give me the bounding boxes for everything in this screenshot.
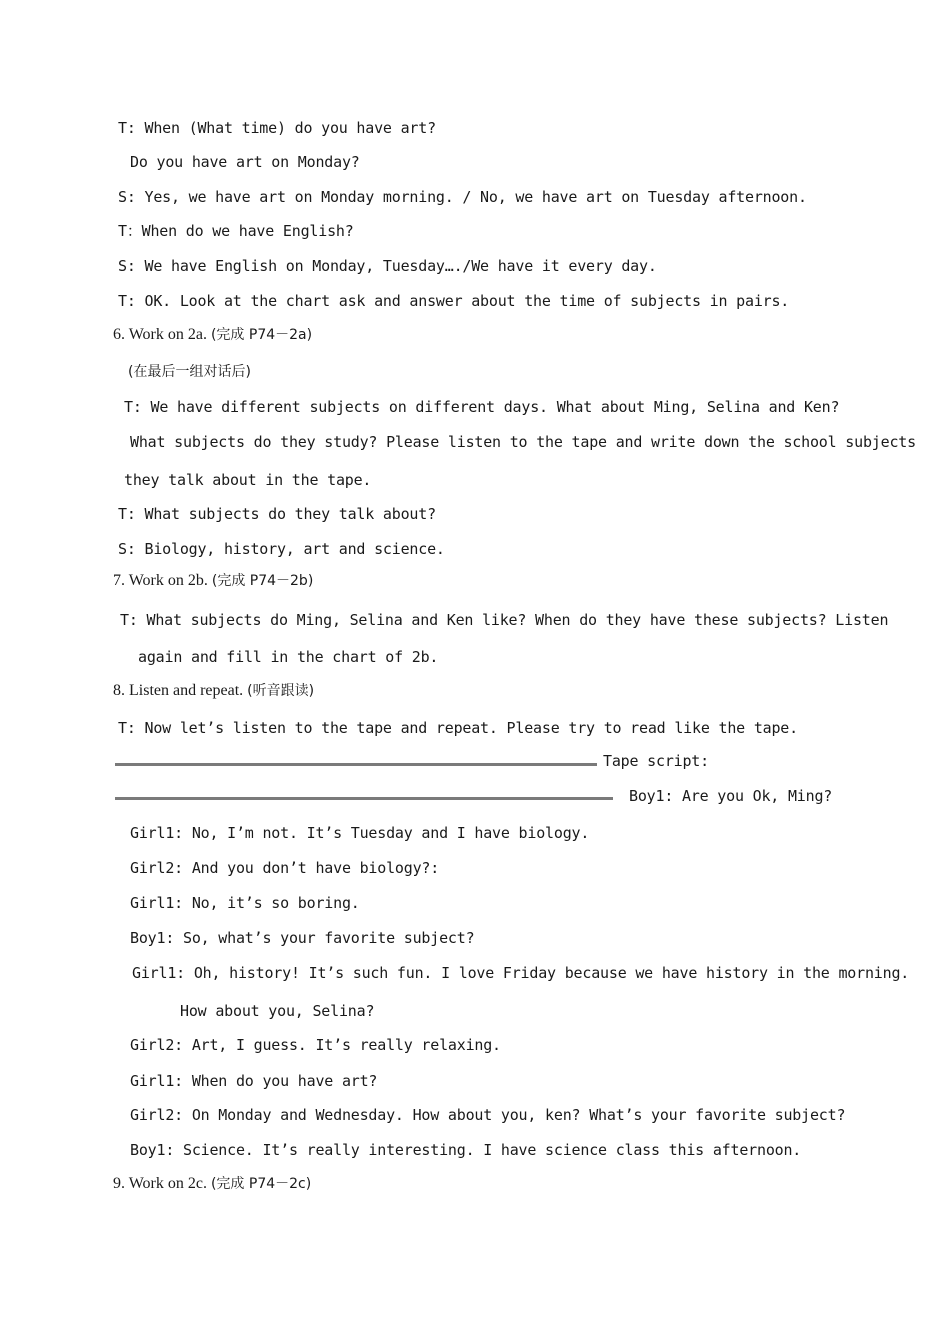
dialogue-line: T: OK. Look at the chart ask and answer about the time of subjects in pairs.: [118, 292, 790, 310]
tape-script-label: Tape script:: [603, 752, 709, 770]
divider-rule: [115, 797, 613, 800]
script-line: Girl1: When do you have art?: [130, 1072, 378, 1090]
script-line: How about you, Selina?: [180, 1002, 375, 1020]
script-line: Girl2: And you don’t have biology?:: [130, 859, 440, 877]
dialogue-line: T：When do we have English?: [118, 222, 354, 240]
dialogue-line: T: What subjects do Ming, Selina and Ken like? When do they have these subjects? Listen: [120, 611, 889, 629]
dialogue-line: they talk about in the tape.: [124, 471, 372, 489]
heading-label: 7. Work on 2b.: [113, 572, 208, 589]
dialogue-line: S: Yes, we have art on Monday morning. / No, we have art on Tuesday afternoon.: [118, 188, 807, 206]
script-line: Girl2: On Monday and Wednesday. How about you, ken? What’s your favorite subject?: [130, 1106, 846, 1124]
dialogue-line: T: Now let’s listen to the tape and repeat. Please try to read like the tape.: [118, 719, 798, 737]
heading-label: 9. Work on 2c.: [113, 1175, 207, 1192]
heading-note: (完成 P74－2a): [210, 327, 313, 343]
dialogue-line: What subjects do they study? Please listen to the tape and write down the school subjects: [130, 433, 916, 451]
script-line: Boy1: Are you Ok, Ming?: [629, 787, 833, 805]
script-line: Girl1: No, it’s so boring.: [130, 894, 360, 912]
section-note: (在最后一组对话后): [128, 364, 251, 380]
script-line: Boy1: So, what’s your favorite subject?: [130, 929, 475, 947]
section-heading-8: [113, 681, 314, 701]
heading-note: (完成 P74－2b): [211, 573, 314, 589]
script-line: Girl1: Oh, history! It’s such fun. I love Friday because we have history in the morning.: [132, 964, 910, 982]
section-heading-7: [113, 571, 313, 591]
section-heading-9: [113, 1174, 311, 1194]
dialogue-line: T: What subjects do they talk about?: [118, 505, 436, 523]
heading-label: 8. Listen and repeat.: [113, 682, 244, 699]
heading-note: (完成 P74－2c): [210, 1176, 312, 1192]
heading-note: (听音跟读): [247, 683, 315, 699]
divider-rule: [115, 763, 597, 766]
script-line: Girl2: Art, I guess. It’s really relaxing.: [130, 1036, 501, 1054]
script-line: Girl1: No, I’m not. It’s Tuesday and I have biology.: [130, 824, 590, 842]
dialogue-line: again and fill in the chart of 2b.: [138, 648, 439, 666]
dialogue-line: S: We have English on Monday, Tuesday…./We have it every day.: [118, 257, 657, 275]
heading-label: 6. Work on 2a.: [113, 326, 207, 343]
script-line: Boy1: Science. It’s really interesting. I have science class this afternoon.: [130, 1141, 802, 1159]
dialogue-line: Do you have art on Monday?: [130, 153, 360, 171]
dialogue-line: T: We have different subjects on different days. What about Ming, Selina and Ken?: [124, 398, 840, 416]
dialogue-line: S: Biology, history, art and science.: [118, 540, 445, 558]
dialogue-line: T: When (What time) do you have art?: [118, 119, 436, 137]
section-heading-6: [113, 325, 312, 345]
